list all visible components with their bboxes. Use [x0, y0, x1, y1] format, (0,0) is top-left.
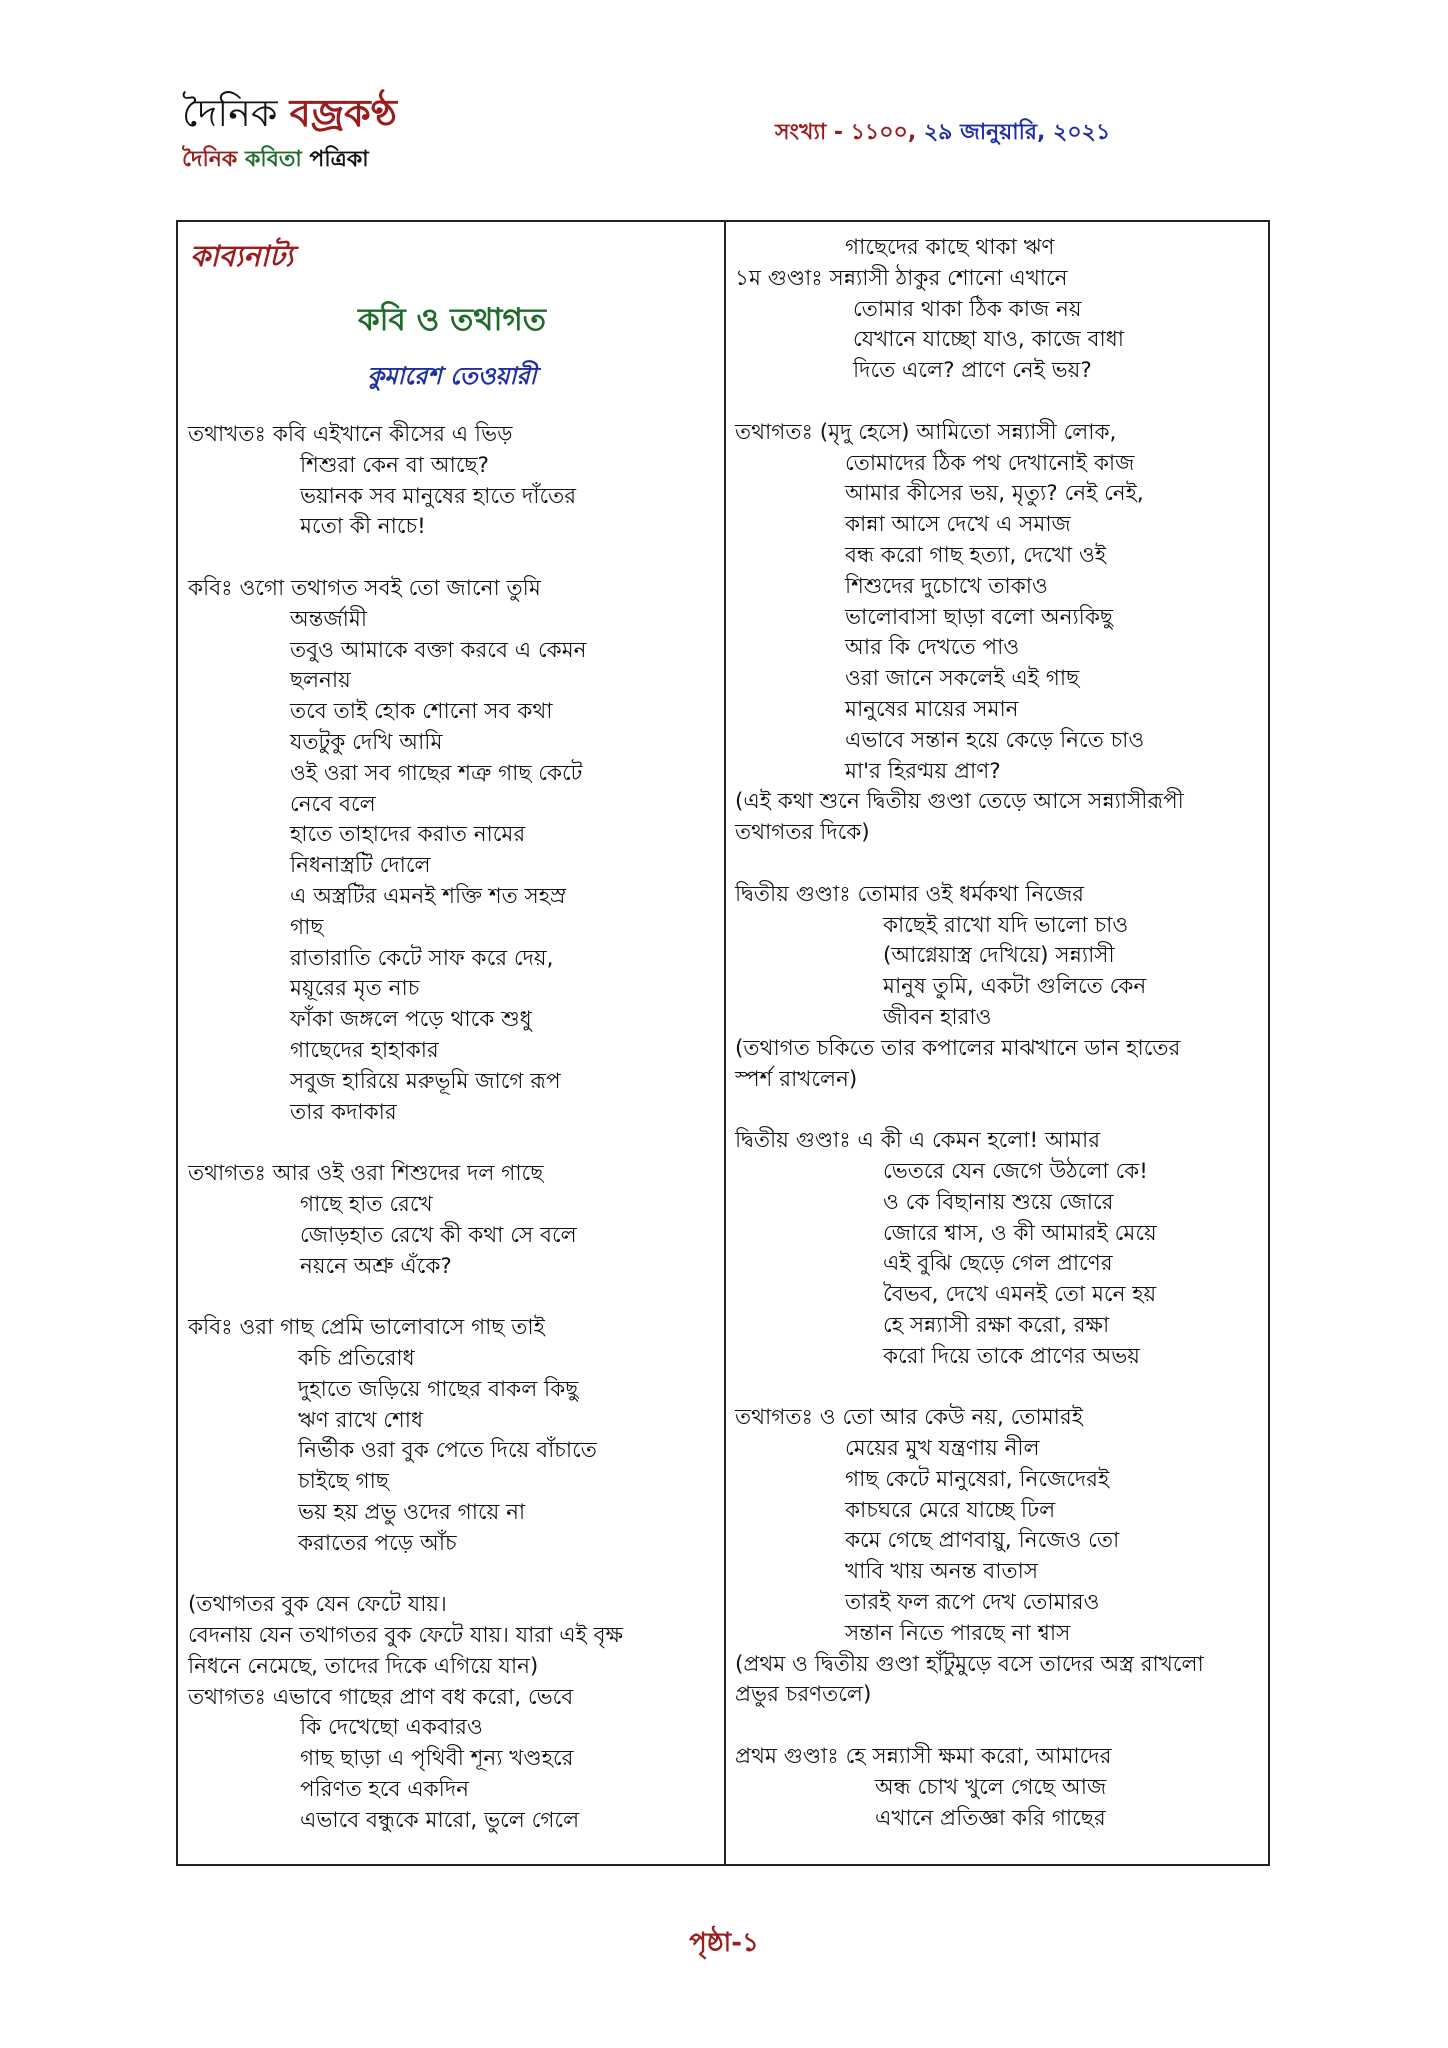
poem-line: ছলনায় — [290, 668, 351, 694]
poem-line: বৈভব, দেখে এমনই তো মনে হয় — [883, 1282, 1157, 1308]
poem-line: এখানে প্রতিজ্ঞা করি গাছের — [875, 1805, 1106, 1831]
poem-line: দুহাতে জড়িয়ে গাছের বাকল কিছু — [298, 1376, 579, 1402]
left-column — [188, 230, 716, 1837]
poem-line: এভাবে বন্ধুকে মারো, ভুলে গেলে — [300, 1807, 580, 1833]
poem-line: দ্বিতীয় গুণ্ডাঃ এ কী এ কেমন হলো! আমার — [735, 1128, 1101, 1154]
poem-line: সবুজ হারিয়ে মরুভূমি জাগে রূপ — [290, 1068, 561, 1094]
poem-line: ঋণ রাখে শোধ — [298, 1407, 423, 1433]
poem-line: ভয় হয় প্রভু ওদের গায়ে না — [298, 1499, 526, 1525]
poem-line: যেখানে যাচ্ছো যাও, কাজে বাধা — [853, 327, 1125, 353]
poem-line: তথাখতঃ কবি এইখানে কীসের এ ভিড় — [188, 422, 513, 447]
poem-line: হে সন্ন্যাসী রক্ষা করো, রক্ষা — [883, 1312, 1110, 1338]
poem-line: মা'র হিরণ্ময় প্রাণ? — [845, 758, 1001, 784]
poem-line: (তথাগত চকিতে তার কপালের মাঝখানে ডান হাতের — [735, 1035, 1181, 1061]
poem-line: কান্না আসে দেখে এ সমাজ — [845, 512, 1071, 538]
poem-line: বেদনায় যেন তথাগতর বুক ফেটে যায়। যারা এই বৃক্ষ — [188, 1623, 624, 1649]
stanza-gap — [735, 1711, 1263, 1742]
poem-line: শিশুরা কেন বা আছে? — [300, 452, 489, 478]
poem-line: তথাগতঃ এভাবে গাছের প্রাণ বধ করো, ভেবে — [188, 1684, 574, 1710]
poem-line: গাছেদের হাহাকার — [290, 1037, 439, 1063]
poem-title: কবি ও তথাগত — [357, 302, 547, 338]
author-name: কুমারেশ তেওয়ারী — [367, 362, 537, 390]
poem-line: তথাগতঃ ও তো আর কেউ নয়, তোমারই — [735, 1405, 1083, 1431]
column-divider — [724, 220, 726, 1866]
stanza-gap — [188, 1559, 716, 1590]
poem-line: নিধনে নেমেছে, তাদের দিকে এগিয়ে যান) — [188, 1653, 539, 1679]
poem-line: ওই ওরা সব গাছের শত্রু গাছ কেটে — [290, 760, 583, 786]
stanza-gap — [735, 387, 1263, 418]
poem-line: বন্ধ করো গাছ হত্যা, দেখো ওই — [845, 542, 1107, 568]
tagline-part-1: দৈনিক — [182, 147, 245, 172]
stanza — [188, 574, 716, 1128]
poem-line: কবিঃ ওরা গাছ প্রেমি ভালোবাসে গাছ তাই — [188, 1315, 545, 1341]
poem-line: জোরে শ্বাস, ও কী আমারই মেয়ে — [883, 1220, 1157, 1246]
stanza-gap — [735, 1372, 1263, 1403]
poem-line: গাছ ছাড়া এ পৃথিবী শূন্য খণ্ডহরে — [300, 1746, 574, 1772]
masthead — [182, 88, 397, 179]
poem-line: কাচঘরে মেরে যাচ্ছে ঢিল — [845, 1497, 1056, 1523]
poem-line: তথাগতর দিকে) — [735, 820, 870, 846]
stanza — [735, 880, 1263, 1096]
poem-line: তথাগতঃ (মৃদু হেসে) আমিতো সন্ন্যাসী লোক, — [735, 419, 1117, 445]
poem-line: ও কে বিছানায় শুয়ে জোরে — [883, 1189, 1114, 1215]
poem-line: ময়ূরের মৃত নাচ — [290, 976, 420, 1002]
stanza-gap — [188, 543, 716, 574]
poem-line: অন্তর্জামী — [290, 606, 367, 632]
poem-line: কবিঃ ওগো তথাগত সবই তো জানো তুমি — [188, 575, 541, 601]
poem-line: কি দেখেছো একবারও — [300, 1715, 483, 1741]
poem-line: ভেতরে যেন জেগে উঠলো কে! — [883, 1158, 1148, 1184]
poem-line: নেবে বলে — [290, 791, 376, 817]
poem-line: (তথাগতর বুক যেন ফেটে যায়। — [188, 1592, 447, 1618]
poem-line: (এই কথা শুনে দ্বিতীয় গুণ্ডা তেড়ে আসে সন্ন্যাসীরূপী — [735, 789, 1184, 815]
issue-info — [775, 115, 1110, 152]
right-column — [735, 233, 1263, 1834]
poem-line: করো দিয়ে তাকে প্রাণের অভয় — [883, 1343, 1140, 1369]
poem-line: তোমাদের ঠিক পথ দেখানোই কাজ — [845, 450, 1135, 476]
poem-line: তার কদাকার — [290, 1099, 397, 1125]
poem-line: দ্বিতীয় গুণ্ডাঃ তোমার ওই ধর্মকথা নিজের — [735, 881, 1085, 907]
poem-line: যতটুকু দেখি আমি — [290, 729, 443, 755]
poem-line: ভয়ানক সব মানুষের হাতে দাঁতের — [300, 483, 577, 509]
poem-line: কমে গেছে প্রাণবায়ু, নিজেও তো — [845, 1528, 1120, 1554]
stanza — [735, 1403, 1263, 1711]
poem-line: (প্রথম ও দ্বিতীয় গুণ্ডা হাঁটুমুড়ে বসে তাদের অস্ত্র রাখলো — [735, 1651, 1204, 1677]
tagline — [182, 142, 397, 179]
poem-line: মানুষের মায়ের সমান — [845, 696, 1019, 722]
page-number: পৃষ্ঠা-১ — [689, 1928, 759, 1958]
poem-line: গাছ কেটে মানুষেরা, নিজেদেরই — [845, 1466, 1110, 1492]
stanza — [188, 420, 716, 543]
poem-line: প্রভুর চরণতলে) — [735, 1682, 872, 1708]
poem-line: কাছেই রাখো যদি ভালো চাও — [883, 912, 1129, 938]
poem-line: নয়নে অশ্রু এঁকে? — [300, 1253, 452, 1279]
newspaper-name — [182, 88, 397, 138]
poem-line: করাতের পড়ে আঁচ — [298, 1530, 457, 1556]
brand-word-dainik: দৈনিক — [182, 91, 290, 135]
poem-line: নির্ভীক ওরা বুক পেতে দিয়ে বাঁচাতে — [298, 1438, 597, 1464]
poem-line: আমার কীসের ভয়, মৃত্যু? নেই নেই, — [845, 481, 1144, 507]
poem-line: গাছ — [290, 914, 324, 940]
poem-line: অন্ধ চোখ খুলে গেছে আজ — [875, 1774, 1107, 1800]
stanza-gap — [188, 1128, 716, 1159]
stanza — [735, 1742, 1263, 1834]
stanza — [735, 418, 1263, 849]
tagline-part-3: পত্রিকা — [301, 147, 369, 172]
stanza — [188, 1159, 716, 1282]
stanza — [188, 1590, 716, 1836]
issue-number: সংখ্যা - ১১০০, — [775, 120, 924, 145]
stanza-gap — [735, 1095, 1263, 1126]
right-column-body — [735, 233, 1263, 1834]
poem-line: তারই ফল রূপে দেখ তোমারও — [845, 1590, 1100, 1616]
stanza — [735, 1126, 1263, 1372]
tagline-part-2: কবিতা — [244, 147, 302, 172]
issue-date: ২৯ জানুয়ারি, ২০২১ — [923, 120, 1111, 145]
poem-line: রাতারাতি কেটে সাফ করে দেয়, — [290, 945, 554, 971]
poem-line: ১ম গুণ্ডাঃ সন্ন্যাসী ঠাকুর শোনো এখানে — [735, 265, 1068, 291]
poem-line: মতো কী নাচে! — [300, 514, 426, 540]
poem-line: দিতে এলে? প্রাণে নেই ভয়? — [853, 358, 1092, 384]
poem-line: ওরা জানে সকলেই এই গাছ — [845, 666, 1080, 692]
poem-line: মানুষ তুমি, একটা গুলিতে কেন — [883, 974, 1147, 1000]
poem-line: সন্তান নিতে পারছে না শ্বাস — [845, 1620, 1071, 1646]
poem-line: ভালোবাসা ছাড়া বলো অন্যকিছু — [845, 604, 1113, 630]
stanza — [735, 233, 1263, 387]
poem-line: কচি প্রতিরোধ — [298, 1345, 415, 1371]
poem-line: পরিণত হবে একদিন — [300, 1777, 469, 1803]
poem-line: তোমার থাকা ঠিক কাজ নয় — [853, 296, 1082, 322]
poem-line: শিশুদের দুচোখে তাকাও — [845, 573, 1048, 599]
left-column-body — [188, 420, 716, 1837]
poem-line: তবুও আমাকে বক্তা করবে এ কেমন — [290, 637, 587, 663]
poem-line: চাইছে গাছ — [298, 1469, 389, 1495]
stanza — [188, 1313, 716, 1559]
poem-line: গাছেদের কাছে থাকা ঋণ — [845, 235, 1055, 260]
poem-line: এভাবে সন্তান হয়ে কেড়ে নিতে চাও — [845, 727, 1145, 753]
poem-line: তবে তাই হোক শোনো সব কথা — [290, 699, 553, 725]
poem-line: গাছে হাত রেখে — [300, 1191, 433, 1217]
genre-label: কাব্যনাট্য — [190, 239, 294, 273]
poem-line: প্রথম গুণ্ডাঃ হে সন্ন্যাসী ক্ষমা করো, আমাদের — [735, 1744, 1112, 1770]
poem-line: এই বুঝি ছেড়ে গেল প্রাণের — [883, 1251, 1113, 1277]
poem-line: জীবন হারাও — [883, 1004, 992, 1030]
stanza-gap — [188, 1282, 716, 1313]
poem-line: খাবি খায় অনন্ত বাতাস — [845, 1559, 1039, 1585]
poem-line: (আগ্নেয়াস্ত্র দেখিয়ে) সন্ন্যাসী — [883, 943, 1115, 969]
stanza-gap — [735, 849, 1263, 880]
poem-line: হাতে তাহাদের করাত নামের — [290, 822, 526, 848]
poem-line: তথাগতঃ আর ওই ওরা শিশুদের দল গাছে — [188, 1161, 544, 1187]
poem-line: ফাঁকা জঙ্গলে পড়ে থাকে শুধু — [290, 1007, 532, 1033]
poem-line: নিধনাস্ত্রটি দোলে — [290, 853, 431, 879]
brand-word-bajrakantha: বজ্রকণ্ঠ — [289, 90, 397, 135]
poem-line: আর কি দেখতে পাও — [845, 635, 1020, 661]
poem-line: স্পর্শ রাখলেন) — [735, 1066, 858, 1092]
poem-line: জোড়হাত রেখে কী কথা সে বলে — [300, 1222, 577, 1248]
poem-line: মেয়ের মুখ যন্ত্রণায় নীল — [845, 1436, 1040, 1462]
poem-line: এ অস্ত্রটির এমনই শক্তি শত সহস্র — [290, 883, 566, 909]
